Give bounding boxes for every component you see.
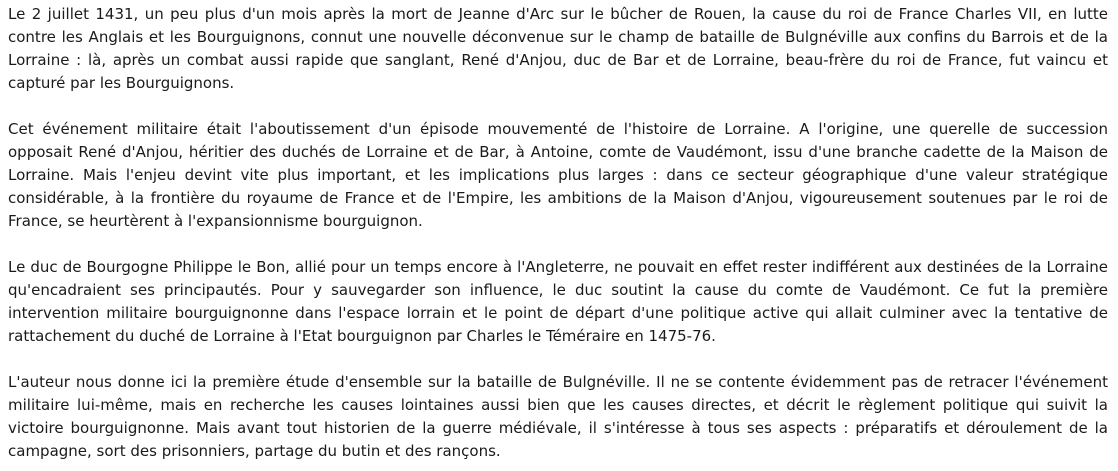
paragraph-2: Cet événement militaire était l'aboutissement d'un épisode mouvementé de l'histoire de Lorraine. A l'origine, une querelle de succession opposait René d'Anjou, héritier des duchés de Lorraine et de Bar, à Antoine, comte de Vaudémont, issu d'une branche cadette de la Maison de Lorraine. Mais l'enjeu devint vite plus important, et les implications plus larges : dans ce secteur géographique d'une valeur stratégique considérable, à la frontière du royaume de France et de l'Empire, les ambitions de la Maison d'Anjou, vigoureusement soutenues par le roi de France, se heurtèrent à l'expansionnisme bourguignon. — [8, 120, 1108, 230]
paragraph-1: Le 2 juillet 1431, un peu plus d'un mois après la mort de Jeanne d'Arc sur le bûcher de Rouen, la cause du roi de France Charles VII, en lutte contre les Anglais et les Bourguignons, connut une nouvelle déconvenue sur le champ de bataille de Bulgnéville aux confins du Barrois et de la Lorraine : là, après un combat aussi rapide que sanglant, René d'Anjou, duc de Bar et de Lorraine, beau-frère du roi de France, fut vaincu et capturé par les Bourguignons. — [8, 5, 1108, 92]
paragraph-4: L'auteur nous donne ici la première étude d'ensemble sur la bataille de Bulgnéville. Il ne se contente évidemment pas de retracer l'événement militaire lui-même, mais en recherche les causes lointaines aussi bien que les causes directes, et décrit le règlement politique qui suivit la victoire bourguignonne. Mais avant tout historien de la guerre médiévale, il s'intéresse à tous ses aspects : préparatifs et déroulement de la campagne, sort des prisonniers, partage du butin et des rançons. — [8, 373, 1108, 460]
paragraph-3: Le duc de Bourgogne Philippe le Bon, allié pour un temps encore à l'Angleterre, ne pouvait en effet rester indifférent aux destinées de la Lorraine qu'encadraient ses principautés. Pour y sauvegarder son influence, le duc soutint la cause du comte de Vaudémont. Ce fut la première intervention militaire bourguignonne dans l'espace lorrain et le point de départ d'une politique active qui allait culminer avec la tentative de rattachement du duché de Lorraine à l'Etat bourguignon par Charles le Téméraire en 1475-76. — [8, 258, 1108, 345]
